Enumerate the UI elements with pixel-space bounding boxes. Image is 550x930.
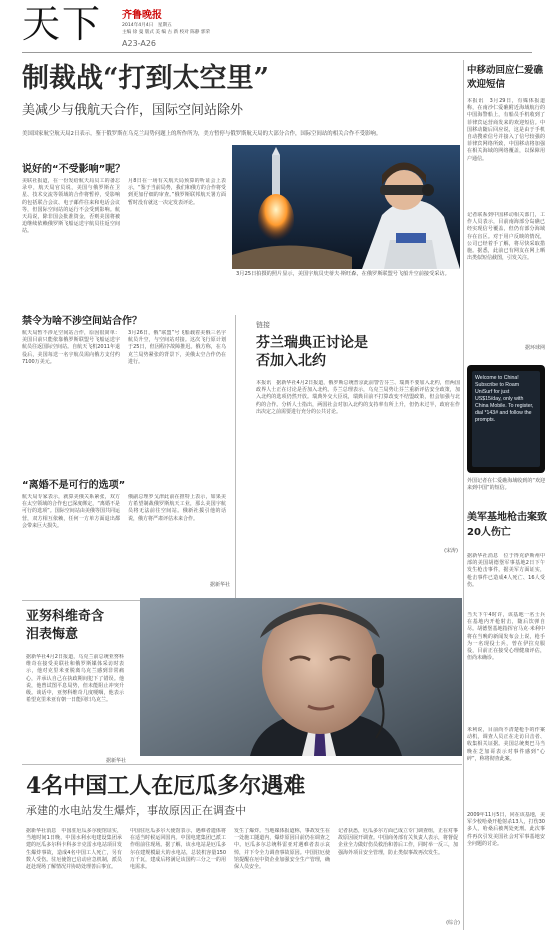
section-title: 天下: [22, 2, 103, 46]
lead-section1-text-cont: 月8日在一场有关航天局预算的听证会上表示，“鉴于当前局势，我们和俄方的合作将受到更加仔细的审查。”俄罗斯联邦航天署方面暂时没有就这一决定发表评论。: [128, 178, 226, 206]
right-story1-text: 本报讯 3月29日，有媒体报道称，在南沙仁爱礁附近海域航行的中国海警船上，有船员手机收到了菲律宾运营商发来的欢迎短信。中国移动随后回应说，这是由于手机自动搜索信号并接入了信号较强的菲律宾网络所致，中国移动将加强在相关海域的网络覆盖，以保障用户通信。: [467, 98, 545, 162]
yanukovych-photo: [140, 598, 462, 756]
bottom-source: (综合): [446, 920, 460, 926]
issue-date: 2014年4月4日 星期五: [122, 23, 172, 28]
link-text: 本报讯 据新华社4月2日报道，俄罗斯总统普京此前警告芬兰、瑞典不要加入北约，但两国政界人士正在讨论是否加入北约。芬兰总理表示，乌克兰局势让芬兰重新评估安全政策，加入北约的选项仍然开放。瑞典外交大臣说，瑞典目前不打算改变不结盟政策，但会加强与北约的合作。分析人士指出，两国社会对加入北约的支持率有所上升，但仍未过半，政府在作出决定之前需要进行充分的公共讨论。: [256, 380, 460, 415]
lead-section3-title: “离婚不是可行的选项”: [22, 480, 126, 491]
bottom-rule: [22, 764, 462, 765]
right-story2-text: 据新华社消息 位于得克萨斯州中部的美国胡德堡军事基地2日下午发生枪击事件，据美军方面证实，枪击事件已造成4人死亡、16人受伤。: [467, 553, 545, 588]
ukraine-headline: 亚努科维奇含泪表悔意: [26, 609, 105, 642]
right-story1-text-cont: 记者联系到中国移动相关部门，工作人员表示，目前南海部分岛礁已经实现信号覆盖，但仍有部分海域存在盲区。对于用户反映的情况，公司已经着手了解，将尽快采取措施。据悉，此前已有网友在网上晒出类似短信截图，引发关注。: [467, 212, 545, 262]
lead-headline: 制裁战“打到太空里”: [22, 63, 270, 94]
lead-section1-text: 美联社报道，在一份发给航天局员工的备忘录中，航天局官员说，美国与俄罗斯在卫星、技术交流等领域的合作将暂停，受影响的包括联合会议、电子邮件往来和电话会议等，但国际空间站的运行不会受到影响。航天局说，除非国会批准资金，否则美国将被迫继续依赖俄罗斯飞船运送宇航员往返空间站。: [22, 178, 120, 235]
bottom-text-col2: 中国驻厄瓜多尔大使馆表示，遇难者遗体将在适当时候运回国内。中国电建集团已派工作组前往现场。据了解，该水电站是厄瓜多尔在建规模最大的水电站，总装机容量150万千瓦，建成后将满足该国约三分之一的用电需求。: [130, 828, 226, 871]
editors-line: 主编 徐 曼 版式 美 编 古 新 校对 陈静 郭荣: [122, 30, 211, 35]
right-story1-source: 据环球网: [524, 345, 545, 351]
link-tag: 链接: [256, 321, 270, 329]
bottom-text-col4: 记者获悉，厄瓜多尔方面已成立专门调查组，正在对事故原因展开调查。中国商务部有关负责人表示，将督促企业全力做好伤员救治和善后工作，同时举一反三，加强海外项目安全管理，防止类似事故再次发生。: [338, 828, 458, 856]
lead-section3-text: 航天局专家表示，就算美俄关系紧张，双方在太空领域的合作也已深度绑定，“离婚不是可行的选项”。国际空间站由美俄等国共同运营，双方相互依赖，任何一方单方面退出都会带来巨大损失。: [22, 494, 120, 529]
link-source: (宋涛): [444, 548, 458, 554]
lead-section2-text: 航天局暂不涉足空间站合作，原因很简单：美国目前只能依靠俄罗斯联盟号飞船运送宇航员往返国际空间站。自航天飞机2011年退役后，美国每送一名宇航员需向俄方支付约7100万美元。: [22, 330, 120, 365]
bottom-text-col3: 发生了爆炸。当地媒体报道称，事故发生在一处施工隧道内，爆炸原因目前仍在调查之中。厄瓜多尔总统科雷亚对遇难者表示哀悼，并下令全力调查事故原因。中国驻厄使馆提醒在厄中资企业加强安全生产管理，确保人员安全。: [234, 828, 330, 871]
ukraine-source: 据新华社: [105, 758, 126, 764]
right-story1-title: 中移动回应仁爱礁欢迎短信: [467, 65, 544, 90]
page-range: A23-A26: [122, 39, 157, 48]
astronaut-photo-svg: [232, 145, 460, 269]
right-story2-text-3: 米利说，目前尚不清楚枪手的作案动机，调查人员正在走访目击者、收集相关证据。美国总统奥巴马当晚在芝加哥表示对事件感到“心碎”，称将彻查此案。: [467, 727, 545, 762]
right-story2-text-2: 当天下午4时许，该基地一名士兵在基地内开枪射击，随后饮弹自尽。胡德堡基地指挥官马克·米利中将在当晚的新闻发布会上说，枪手为一名现役士兵，曾在伊拉克服役，目前正在接受心理健康评估，但尚未确诊。: [467, 612, 545, 662]
astronaut-caption: 3月25日拍摄的照片显示，美国宇航员史蒂夫·斯旺森，在俄罗斯联盟号飞船升空前接受采访。: [236, 271, 450, 277]
right-story2-title: 美军基地枪击案致20人伤亡: [467, 512, 547, 538]
lead-section2-title: 禁令为啥不涉空间站合作？: [22, 316, 142, 327]
lead-section3-text-cont: 俄副总理罗戈津此前在推特上表示，如果美方希望制裁俄罗斯航天工业，那么美国宇航员将无法前往空间站。俄新社援引他的话说，俄方将严肃评估未来合作。: [128, 494, 226, 522]
masthead-rule: [22, 52, 532, 53]
bottom-headline: 4名中国工人在厄瓜多尔遇难: [26, 773, 306, 799]
bottom-subhead: 承建的水电站发生爆炸，事故原因正在调查中: [26, 804, 246, 817]
link-headline: 芬兰瑞典正讨论是否加入北约: [256, 335, 368, 369]
lead-section3-source: 据新华社: [209, 582, 230, 588]
phone-screenshot: [467, 365, 545, 473]
lead-subhead: 美减少与俄航天合作，国际空间站除外: [22, 103, 244, 118]
right-column-divider: [463, 60, 464, 930]
phone-caption: 外国记者在仁爱礁海域收到的“欢迎来到中国”的短信。: [467, 478, 545, 492]
column-divider: [235, 315, 236, 605]
lead-intro: 美国国家航空航天局2日表示，鉴于俄罗斯在乌克兰局势问题上的所作所为，美方暂停与俄罗斯航天局的大部分合作，国际空间站的相关合作不受影响。: [22, 131, 382, 137]
phone-sms-text: Welcome to China! Subscribe to Roam UniSurf for just US$15/day, only with China Mobile. To register, dial *143# and follow the prompts.: [475, 375, 534, 423]
right-story2-text-4: 2009年11月5日，同在该基地，美军少校哈桑开枪射杀13人，打伤30多人，哈桑后被判处死刑。此次事件再次引发美国社会对军事基地安全问题的讨论。: [467, 812, 545, 847]
yanukovych-photo-svg: [140, 598, 462, 756]
bottom-text-col1: 据新华社消息 中国驻厄瓜多尔使馆证实，当地时间1日晚，中国水利水电建设集团承建的厄瓜多尔科卡科多辛克雷水电站项目发生爆炸事故，造成4名中国工人死亡，另有数人受伤。驻厄使馆已启动应急机制，派员赶赴现场了解情况并协助处理善后事宜。: [26, 828, 122, 871]
lead-section1-title: 说好的“不受影响”呢？: [22, 164, 126, 175]
newspaper-logo: 齐鲁晚报: [122, 10, 162, 21]
astronaut-photo: [232, 145, 460, 269]
lead-section2-text-cont: 3月26日，俄“联盟”号飞船载着美俄三名宇航员升空，与空间站对接。这次飞行原计划于25日，但因程序故障推迟。俄方称，在乌克兰局势紧张的背景下，美俄太空合作仍在进行。: [128, 330, 226, 365]
ukraine-text: 据新华社4月2日报道，乌克兰前总统亚努科维奇在接受美联社和俄罗斯媒体采访时表示，他对克里米亚脱离乌克兰感到非常痛心，并承认自己在执政期间犯下了错误。他说，他曾试图平息局势，但未能阻止冲突升级。谈话中，亚努科维奇几度哽咽，他表示希望克里米亚有朝一日能回归乌克兰。: [26, 654, 124, 704]
